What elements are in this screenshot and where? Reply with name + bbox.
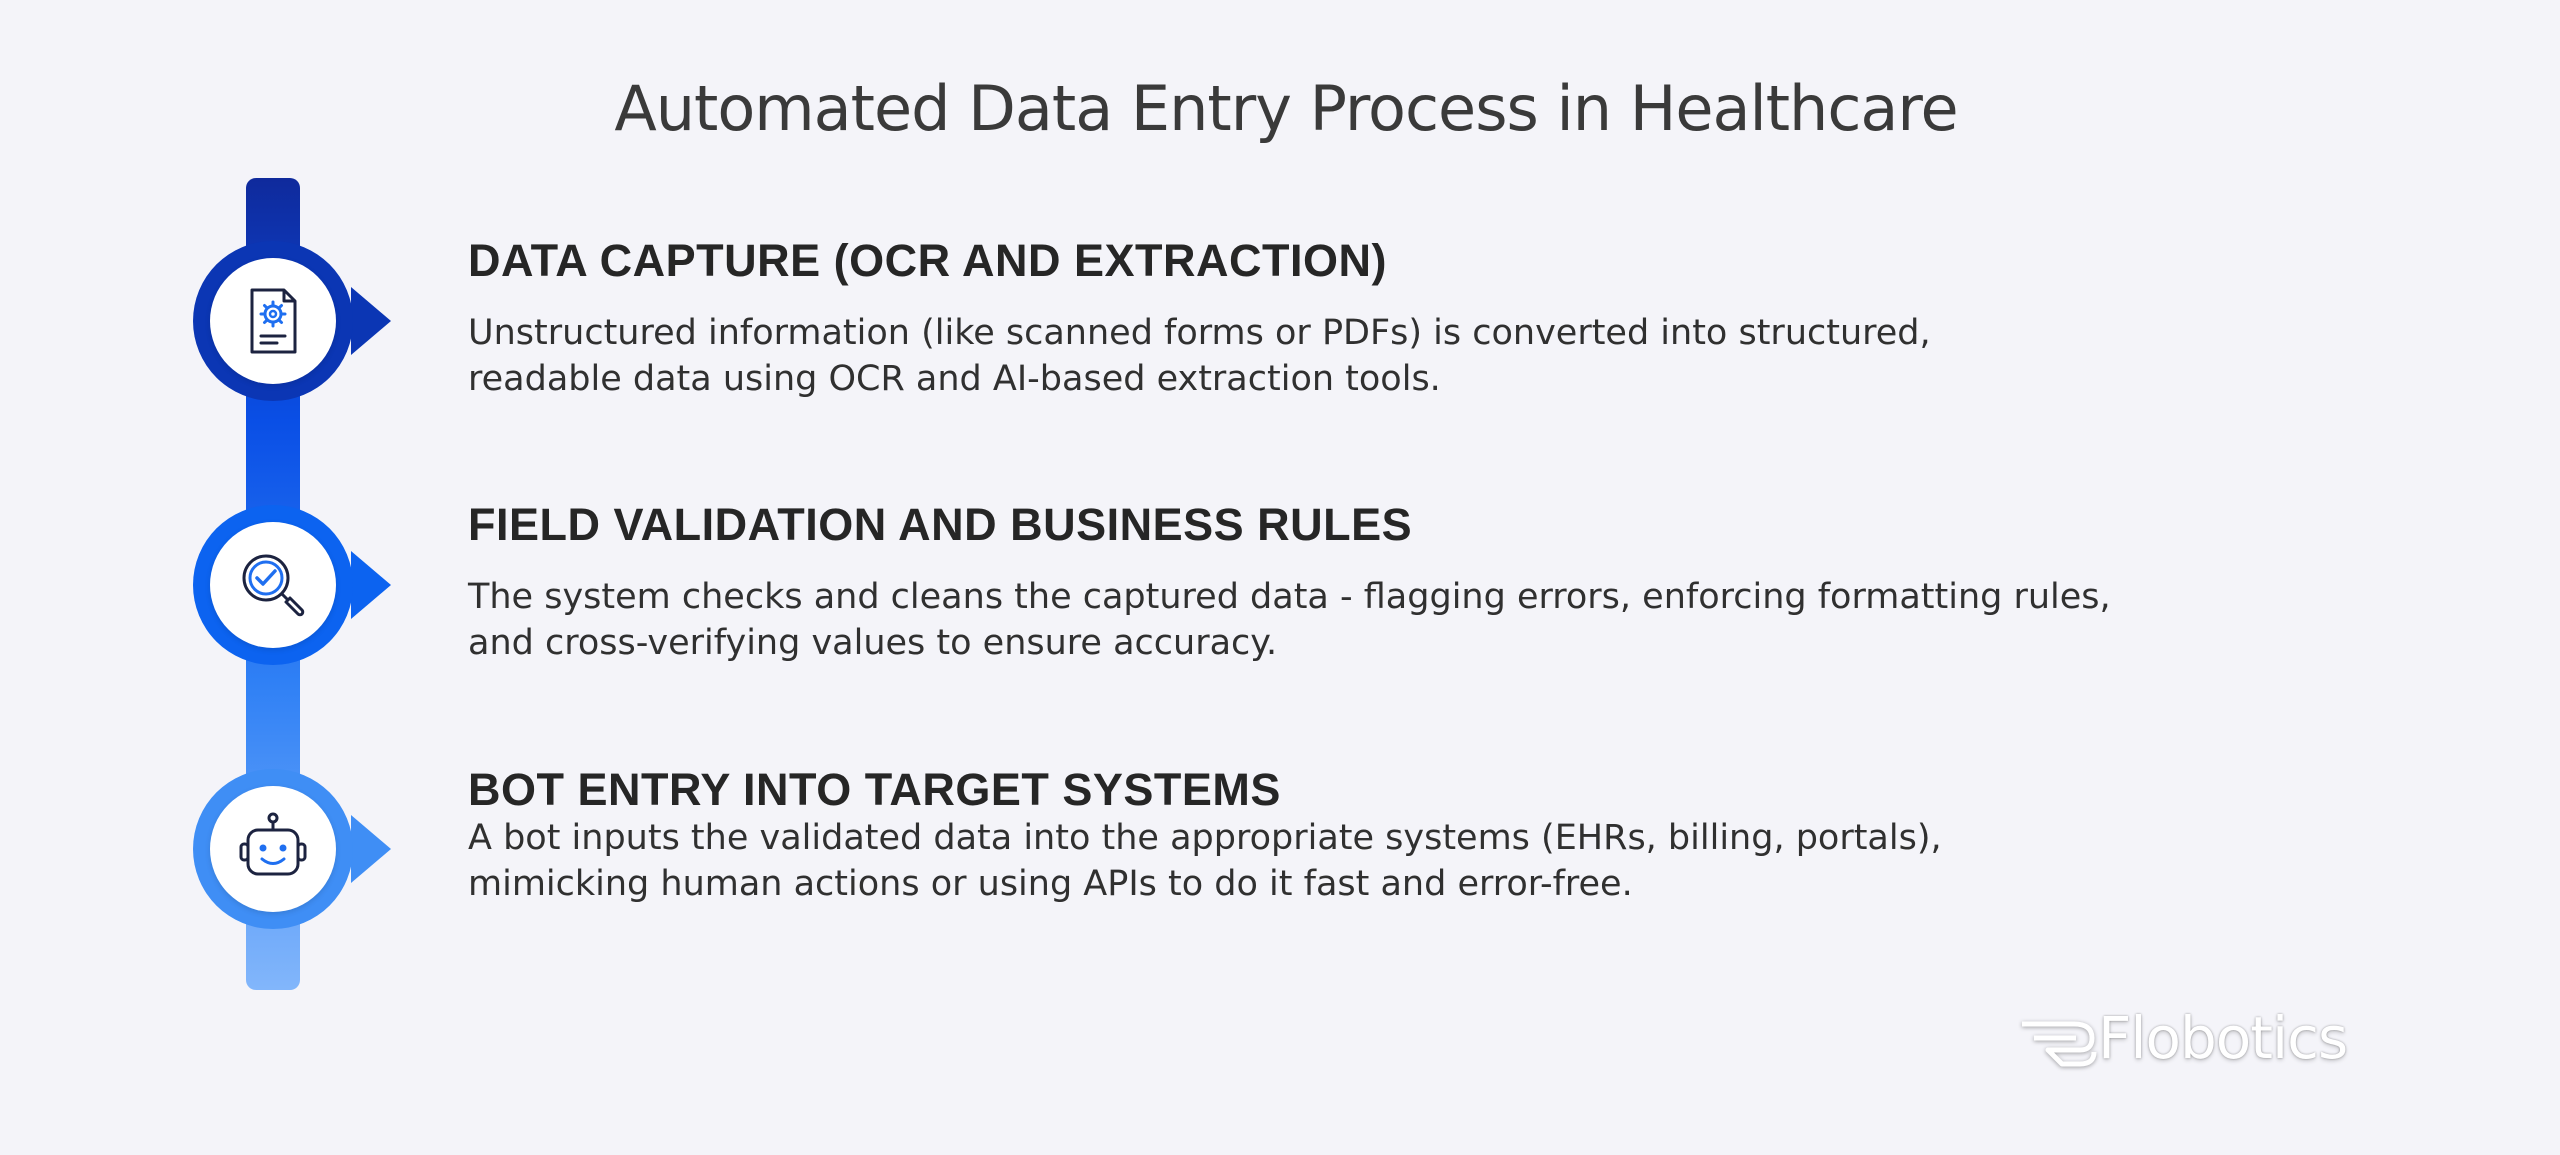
description-line: mimicking human actions or using APIs to do it fast and error-free. <box>468 864 1633 904</box>
step-heading: DATA CAPTURE (OCR AND EXTRACTION) <box>468 235 1387 286</box>
step-description <box>468 574 2111 666</box>
arrow-icon <box>351 551 391 619</box>
step-node-2 <box>193 505 353 665</box>
logo-text: Flobotics <box>2098 1004 2348 1072</box>
step-icon-holder <box>210 786 336 912</box>
magnifier-check-icon <box>228 540 318 630</box>
page-title: Automated Data Entry Process in Healthcare <box>614 72 1958 145</box>
step-description <box>468 815 1942 907</box>
step-2 <box>468 498 2111 666</box>
robot-icon <box>228 804 318 894</box>
step-heading: FIELD VALIDATION AND BUSINESS RULES <box>468 499 1413 550</box>
step-icon-holder <box>210 258 336 384</box>
description-line: The system checks and cleans the captured data - flagging errors, enforcing formatting rules, <box>468 577 2111 617</box>
description-line: Unstructured information (like scanned forms or PDFs) is converted into structured, <box>468 313 1931 353</box>
document-gear-icon <box>228 276 318 366</box>
arrow-icon <box>351 815 391 883</box>
description-line: and cross-verifying values to ensure accuracy. <box>468 623 1278 663</box>
description-line: A bot inputs the validated data into the appropriate systems (EHRs, billing, portals), <box>468 818 1942 858</box>
arrow-icon <box>351 287 391 355</box>
step-3 <box>468 763 1942 907</box>
step-description <box>468 310 1931 402</box>
step-node-1 <box>193 241 353 401</box>
step-heading: BOT ENTRY INTO TARGET SYSTEMS <box>468 764 1281 815</box>
step-icon-holder <box>210 522 336 648</box>
description-line: readable data using OCR and AI-based extraction tools. <box>468 359 1441 399</box>
step-1 <box>468 234 1931 402</box>
step-node-3 <box>193 769 353 929</box>
